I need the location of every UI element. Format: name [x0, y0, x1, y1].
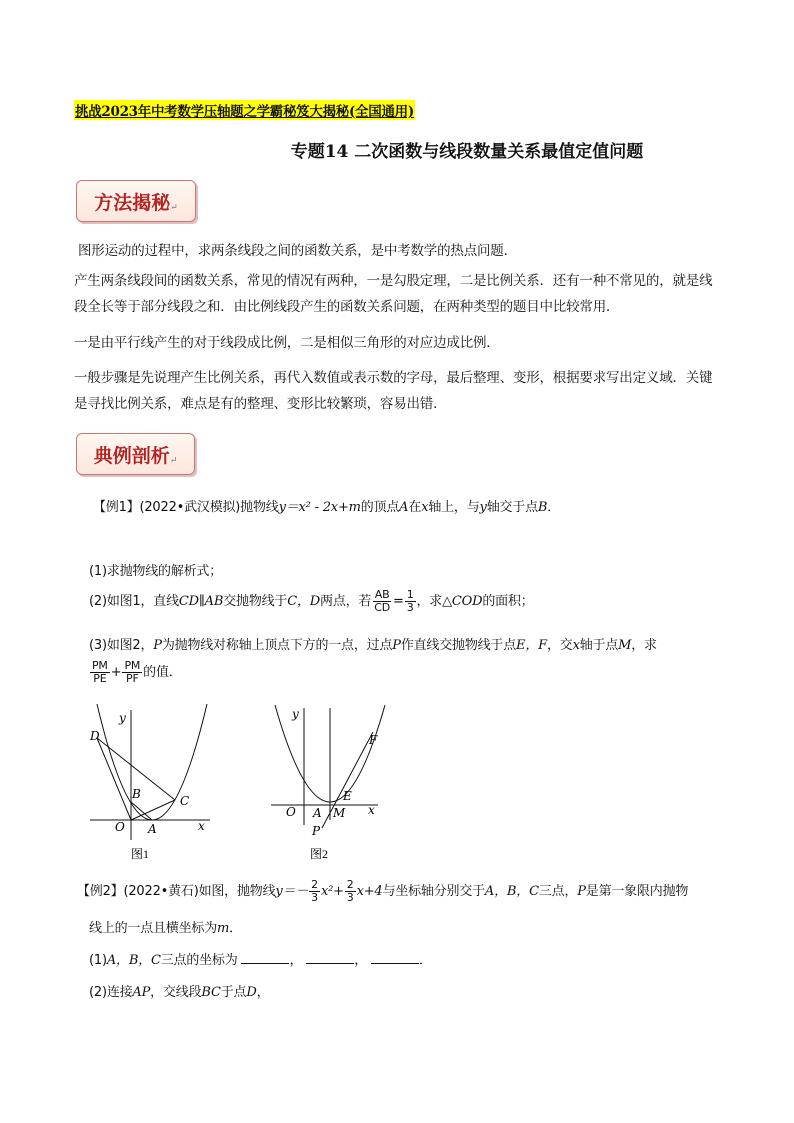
- equals: =: [392, 594, 404, 609]
- text: (3)如图2，: [89, 638, 154, 653]
- fraction-pm-pf: [122, 660, 142, 685]
- axis-x: x: [572, 638, 580, 653]
- numerator: 1: [406, 588, 414, 601]
- figure-1: [85, 700, 225, 870]
- label-a: A: [148, 822, 157, 836]
- example-2-question-2: [89, 981, 269, 1000]
- text: (2)连接: [89, 985, 133, 1000]
- text: ，交: [546, 638, 573, 653]
- separator: ，: [289, 953, 303, 968]
- method-paragraph-2: 产生两条线段间的函数关系，常见的情况有两种，一是勾股定理，二是比例关系．还有一种不常见的，就是线段全长等于部分线段之和．由比例线段产生的函数关系问题，在两种类型的题目中比较常用．: [74, 273, 713, 315]
- figure-2: [268, 700, 398, 870]
- method-section-label: 方法揭秘: [94, 191, 171, 214]
- paragraph-mark: ↵: [170, 203, 178, 213]
- label-f: F: [369, 733, 378, 747]
- text: 三点，: [538, 884, 578, 899]
- label-d: D: [90, 729, 100, 743]
- method-paragraph-3: 一是由平行线产生的对于线段成比例，二是相似三角形的对应边成比例．: [74, 335, 500, 351]
- text: 轴交于点: [486, 500, 538, 515]
- answer-blank-c[interactable]: [371, 953, 419, 964]
- text: 交抛物线于: [223, 594, 288, 609]
- text: ，: [256, 985, 270, 1000]
- denominator: PF: [126, 672, 139, 685]
- point-p: P: [153, 638, 162, 653]
- label-x: x: [368, 803, 375, 817]
- point-d: D: [246, 985, 257, 1000]
- example-2-question-1: [89, 949, 432, 968]
- text: ．: [418, 953, 432, 968]
- text: 作直线交抛物线于点: [400, 638, 517, 653]
- label-e: E: [343, 789, 352, 803]
- example-2-statement-line-2: [89, 917, 242, 936]
- label-a: A: [313, 806, 322, 820]
- text: ，交线段: [150, 985, 202, 1000]
- axis-x: x: [421, 500, 429, 515]
- parabola: [97, 704, 207, 820]
- answer-blank-b[interactable]: [306, 953, 354, 964]
- text: 为抛物线对称轴上顶点下方的一点，过点: [161, 638, 393, 653]
- example-1-question-2: [89, 589, 534, 614]
- text: 轴上，与: [428, 500, 480, 515]
- variable-m: m: [217, 921, 230, 936]
- numerator: PM: [92, 659, 108, 672]
- source: (2022•黄石)如图，抛物线: [123, 884, 276, 899]
- example-label: 【例2】: [77, 884, 124, 899]
- fraction-ab-cd: [372, 589, 392, 614]
- text: 轴于点: [579, 638, 619, 653]
- points-abc: A，B，C: [484, 884, 539, 899]
- example-1-question-1: (1)求抛物线的解析式；: [89, 564, 223, 579]
- text: (2)如图1，直线: [89, 594, 179, 609]
- figure-1-caption: 图1: [131, 847, 150, 861]
- text: 的顶点: [360, 500, 400, 515]
- points-cd: C，D: [287, 594, 321, 609]
- numerator: AB: [374, 588, 390, 601]
- text: ，求: [631, 638, 657, 653]
- method-paragraph-1: 图形运动的过程中，求两条线段之间的函数关系，是中考数学的热点问题．: [78, 243, 517, 259]
- text: 两点，若: [320, 594, 372, 609]
- examples-section-label: 典例剖析: [93, 444, 170, 467]
- points-abc: A，B，C: [106, 953, 161, 968]
- segment-ap: AP: [132, 985, 151, 1000]
- text: ．: [229, 921, 242, 936]
- example-1-statement: [93, 496, 560, 515]
- equation-part: x+4: [356, 884, 383, 899]
- numerator: 2: [311, 878, 318, 891]
- fraction-pm-pe: [90, 660, 110, 685]
- example-label: 【例1】: [93, 500, 140, 515]
- denominator: 3: [346, 891, 354, 904]
- point-b: B: [537, 500, 548, 515]
- fraction: [309, 879, 320, 904]
- text: 与坐标轴分别交于: [382, 884, 485, 899]
- label-c: C: [180, 794, 190, 808]
- points-ef: E，F: [516, 638, 547, 653]
- segment-od: [97, 738, 131, 820]
- equation-part: x²+: [320, 884, 344, 899]
- fraction-one-third: [405, 589, 416, 614]
- example-1-question-3: [89, 634, 657, 653]
- point-p: P: [392, 638, 401, 653]
- text: ，求△: [416, 594, 452, 609]
- label-b: B: [132, 787, 141, 801]
- separator: ，: [354, 953, 368, 968]
- triangle-cod: COD: [451, 594, 483, 609]
- text: 在: [408, 500, 422, 515]
- method-section-tag: [76, 180, 196, 222]
- label-y: y: [292, 707, 299, 721]
- source: (2022•武汉模拟)抛物线: [139, 500, 279, 515]
- figure-2-caption: 图2: [310, 847, 329, 861]
- text: 的面积；: [482, 594, 534, 609]
- segment-ba: [131, 802, 152, 820]
- label-o: O: [286, 805, 296, 819]
- label-y: y: [119, 711, 126, 725]
- text: 三点的坐标为: [160, 953, 238, 968]
- line-cd: CD∥AB: [178, 594, 224, 609]
- text: 的值．: [143, 665, 182, 680]
- method-paragraph-4: 一般步骤是先说理产生比例关系，再代入数值或表示数的字母，最后整理、变形，根据要求写出定义域．关键是寻找比例关系，难点是有的整理、变形比较繁琐，容易出错．: [74, 370, 713, 412]
- equation: y＝x² - 2x+m: [278, 500, 361, 515]
- plus: +: [110, 665, 122, 680]
- point-m: M: [618, 638, 632, 653]
- text: 线上的一点且横坐标为: [89, 921, 218, 936]
- text: ．: [547, 500, 561, 515]
- series-banner: 挑战2023年中考数学压轴题之学霸秘笈大揭秘(全国通用): [74, 100, 415, 120]
- label-o: O: [115, 820, 125, 834]
- point-a: A: [399, 500, 409, 515]
- equation-part: y＝－: [275, 884, 309, 899]
- label-m: M: [333, 806, 346, 820]
- denominator: CD: [374, 601, 390, 614]
- label-p: P: [312, 824, 321, 838]
- numerator: PM: [124, 659, 141, 672]
- example-2-statement: [77, 879, 688, 904]
- denominator: 3: [311, 891, 318, 904]
- page-title: 专题14 二次函数与线段数量关系最值定值问题: [290, 142, 644, 162]
- point-p: P: [577, 884, 586, 899]
- denominator: PE: [93, 672, 107, 685]
- text: 于点: [220, 985, 247, 1000]
- fraction: [345, 879, 356, 904]
- text: (1): [89, 953, 107, 968]
- examples-section-tag: [76, 433, 195, 475]
- denominator: 3: [406, 601, 414, 614]
- text: 是第一象限内抛物: [585, 884, 689, 899]
- example-1-question-3-expression: [89, 660, 182, 685]
- label-x: x: [198, 819, 205, 833]
- segment-bc: BC: [201, 985, 221, 1000]
- paragraph-mark: ↵: [169, 456, 178, 466]
- numerator: 2: [346, 878, 354, 891]
- axis-y: y: [479, 500, 487, 515]
- answer-blank-a[interactable]: [241, 953, 289, 964]
